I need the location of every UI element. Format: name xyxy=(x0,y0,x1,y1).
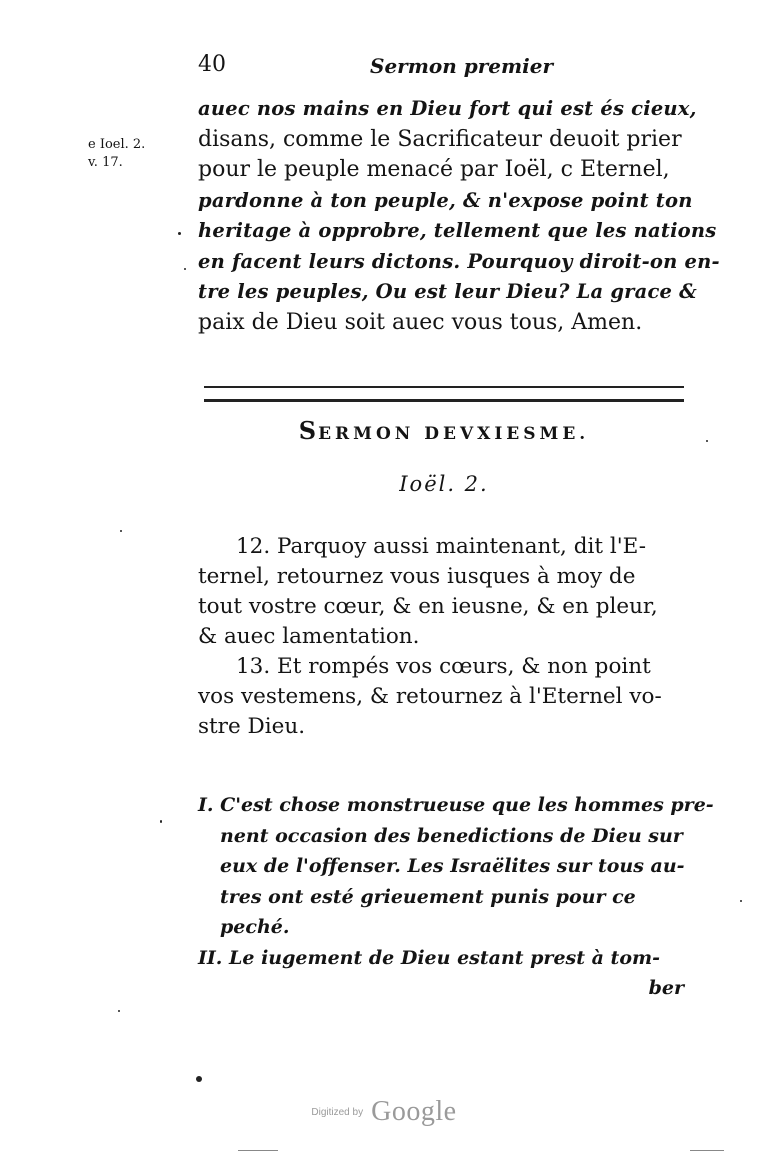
google-logo: Google xyxy=(371,1096,457,1127)
margin-note-line: v. 17. xyxy=(88,155,123,170)
page-number: 40 xyxy=(198,52,226,77)
scan-artifact xyxy=(238,1150,278,1151)
text-line: auec nos mains en Dieu fort qui est és cieux, xyxy=(198,97,697,120)
text-line: tre les peuples, Ou est leur Dieu? La grace & xyxy=(198,280,697,303)
margin-note-line: e Ioel. 2. xyxy=(88,137,146,152)
sermon-heading-rest: ERMON DEVXIESME. xyxy=(318,424,590,444)
verse-line: 12. Parquoy aussi maintenant, dit l'E- xyxy=(236,534,646,559)
sermon-heading xyxy=(198,416,690,445)
sermon-conclusion-text xyxy=(198,94,720,338)
ink-speck xyxy=(118,1010,120,1012)
running-head: Sermon premier xyxy=(370,54,553,78)
sermon-notes xyxy=(198,790,714,1004)
section-divider-rule xyxy=(204,399,684,402)
ink-speck xyxy=(120,530,122,532)
note-line: peché. xyxy=(220,916,290,938)
sermon-heading-initial: S xyxy=(298,416,319,445)
note-line: I. C'est chose monstrueuse que les hommes pre- xyxy=(198,794,714,816)
note-line: tres ont esté grieuement punis pour ce xyxy=(220,885,636,908)
text-line: pour le peuple menacé par Ioël, c Eternel, xyxy=(198,157,670,182)
digitization-watermark xyxy=(0,1096,768,1128)
section-divider-rule xyxy=(204,386,684,388)
verse-line: & auec lamentation. xyxy=(198,624,420,649)
verse-line: vos vestemens, & retournez à l'Eternel vo- xyxy=(198,684,662,709)
note-line: eux de l'offenser. Les Israëlites sur tous au- xyxy=(220,855,685,877)
text-line: disans, comme le Sacrificateur deuoit prier xyxy=(198,126,682,152)
ink-speck xyxy=(196,1076,202,1082)
scan-artifact xyxy=(690,1150,724,1151)
text-line: pardonne à ton peuple, & n'expose point ton xyxy=(198,188,693,212)
verse-line: stre Dieu. xyxy=(198,714,306,739)
note-line: nent occasion des benedictions de Dieu sur xyxy=(220,824,683,847)
ink-speck xyxy=(706,440,708,442)
ink-speck xyxy=(178,232,181,235)
margin-note xyxy=(88,136,145,172)
scripture-reference: Ioël. 2. xyxy=(399,472,489,496)
page-header xyxy=(198,52,688,86)
verse-line: ternel, retournez vous iusques à moy de xyxy=(198,564,636,589)
text-line: heritage à opprobre, tellement que les nations xyxy=(198,219,717,242)
catchword: ber xyxy=(648,977,684,999)
scripture-verses xyxy=(198,532,690,742)
watermark-caption: Digitized by xyxy=(311,1106,364,1118)
ink-speck xyxy=(740,900,742,902)
text-line: paix de Dieu soit auec vous tous, Amen. xyxy=(198,309,643,335)
note-line: II. Le iugement de Dieu estant prest à tom- xyxy=(198,946,660,969)
ink-speck xyxy=(160,820,162,823)
verse-line: 13. Et rompés vos cœurs, & non point xyxy=(236,654,651,679)
ink-speck xyxy=(184,268,186,270)
verse-line: tout vostre cœur, & en ieusne, & en pleur, xyxy=(198,594,658,619)
text-line: en facent leurs dictons. Pourquoy diroit-on en- xyxy=(198,249,720,273)
